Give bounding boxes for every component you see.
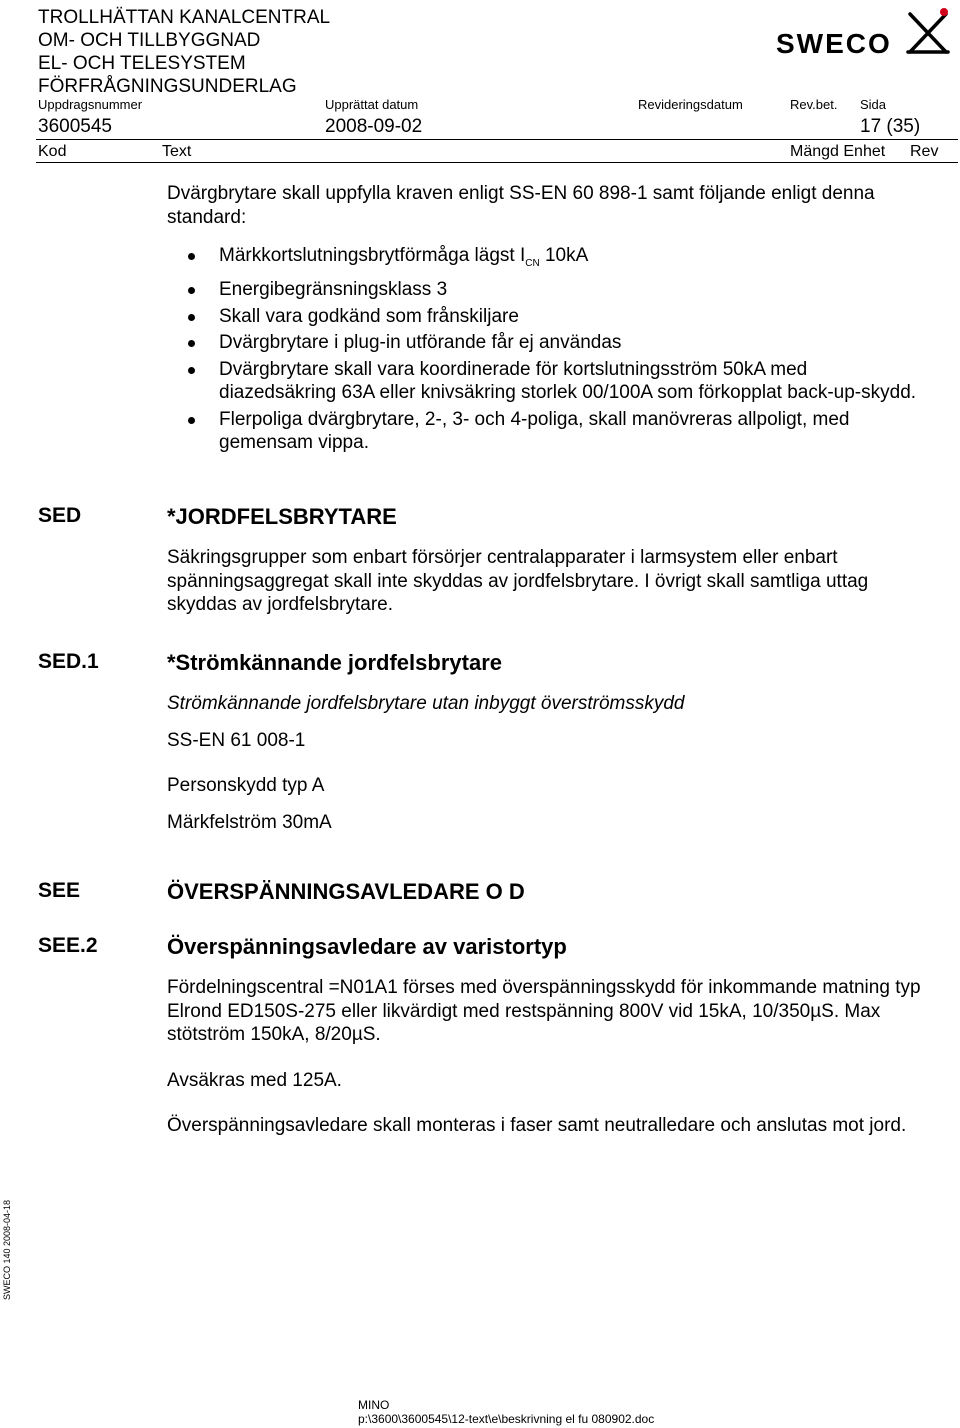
sed1-markfelstrom: Märkfelström 30mA	[167, 812, 332, 833]
requirements-list	[185, 244, 925, 458]
label-upprattat-datum: Upprättat datum	[325, 97, 419, 112]
list-item: Dvärgbrytare skall vara koordinerade för kortslutningsström 50kA med diazedsäkring 63A eller knivsäkring storlek 00/100A som förkopplat back-up-skydd.	[185, 358, 925, 405]
list-item: Flerpoliga dvärgbrytare, 2-, 3- och 4-poliga, skall manövreras allpoligt, med gemensam vippa.	[185, 408, 925, 455]
value-upprattat-datum: 2008-09-02	[325, 116, 423, 137]
intro-paragraph: Dvärgbrytare skall uppfylla kraven enligt SS-EN 60 898-1 samt följande enligt denna standard:	[167, 183, 875, 228]
column-kod: Kod	[38, 143, 67, 160]
side-template-label: SWECO 140 2008-04-18	[2, 1199, 12, 1300]
section-heading-sed-1: *Strömkännande jordfelsbrytare	[167, 650, 502, 675]
sed1-standard: SS-EN 61 008-1	[167, 730, 306, 751]
label-rev-bet: Rev.bet.	[790, 97, 838, 112]
sweco-logo-mark-icon	[776, 8, 956, 60]
section-heading-see-2: Överspänningsavledare av varistortyp	[167, 934, 567, 959]
see2-paragraph-3: Överspänningsavledare skall monteras i faser samt neutralledare och anslutas mot jord.	[167, 1115, 907, 1136]
footer-file-path: p:\3600\3600545\12-text\e\beskrivning el fu 080902.doc	[358, 1412, 655, 1426]
column-rev: Rev	[910, 143, 939, 160]
list-item: Skall vara godkänd som frånskiljare	[185, 305, 925, 329]
label-revideringsdatum: Revideringsdatum	[638, 97, 743, 112]
column-text: Text	[162, 143, 192, 160]
list-item: Energibegränsningsklass 3	[185, 278, 925, 302]
see2-paragraph-2: Avsäkras med 125A.	[167, 1070, 342, 1091]
list-item: Märkkortslutningsbrytförmåga lägst $I_{CN}$ 10kA	[185, 244, 925, 275]
section-code-sed: SED	[38, 504, 82, 527]
header-rule-top	[36, 139, 958, 140]
section-heading-sed: *JORDFELSBRYTARE	[167, 504, 397, 529]
section-code-see: SEE	[38, 879, 81, 902]
bullet-icon	[188, 287, 195, 294]
project-title-line-4: FÖRFRÅGNINGSUNDERLAG	[38, 76, 297, 97]
sweco-logo	[776, 8, 956, 60]
see2-paragraph-1: Fördelningscentral =N01A1 förses med överspänningsskydd för inkommande matning typ Elrond ED150S-275 eller likvärdigt med restspänning 800V vid 15kA, 10/350µS. Max stötström 150kA, 8/20µS.	[167, 977, 921, 1045]
section-heading-see: ÖVERSPÄNNINGSAVLEDARE O D	[167, 879, 525, 904]
bullet-icon	[188, 340, 195, 347]
project-title-line-2: OM- OCH TILLBYGGNAD	[38, 30, 261, 51]
sed1-personskydd: Personskydd typ A	[167, 775, 325, 796]
section-code-sed-1: SED.1	[38, 650, 99, 673]
sed1-italic-line: Strömkännande jordfelsbrytare utan inbyggt överströmsskydd	[167, 693, 685, 714]
list-item: Dvärgbrytare i plug-in utförande får ej användas	[185, 331, 925, 355]
header-rule-bottom	[36, 162, 958, 163]
label-sida: Sida	[860, 97, 887, 112]
svg-text:SWECO: SWECO	[776, 28, 892, 59]
column-mangd-enhet: Mängd Enhet	[790, 143, 886, 160]
bullet-icon	[188, 253, 195, 260]
value-uppdragsnummer: 3600545	[38, 116, 112, 137]
project-title-line-1: TROLLHÄTTAN KANALCENTRAL	[38, 7, 331, 28]
bullet-icon	[188, 417, 195, 424]
label-uppdragsnummer: Uppdragsnummer	[38, 97, 143, 112]
value-sida: 17 (35)	[860, 116, 921, 137]
footer-initials: MINO	[358, 1398, 390, 1412]
section-code-see-2: SEE.2	[38, 934, 98, 957]
bullet-icon	[188, 367, 195, 374]
sed-paragraph: Säkringsgrupper som enbart försörjer centralapparater i larmsystem eller enbart spänningsaggregat skall inte skyddas av jordfelsbrytare. I övrigt skall samtliga uttag skyddas av jordfelsbrytare.	[167, 547, 869, 615]
project-title-line-3: EL- OCH TELESYSTEM	[38, 53, 246, 74]
bullet-icon	[188, 314, 195, 321]
